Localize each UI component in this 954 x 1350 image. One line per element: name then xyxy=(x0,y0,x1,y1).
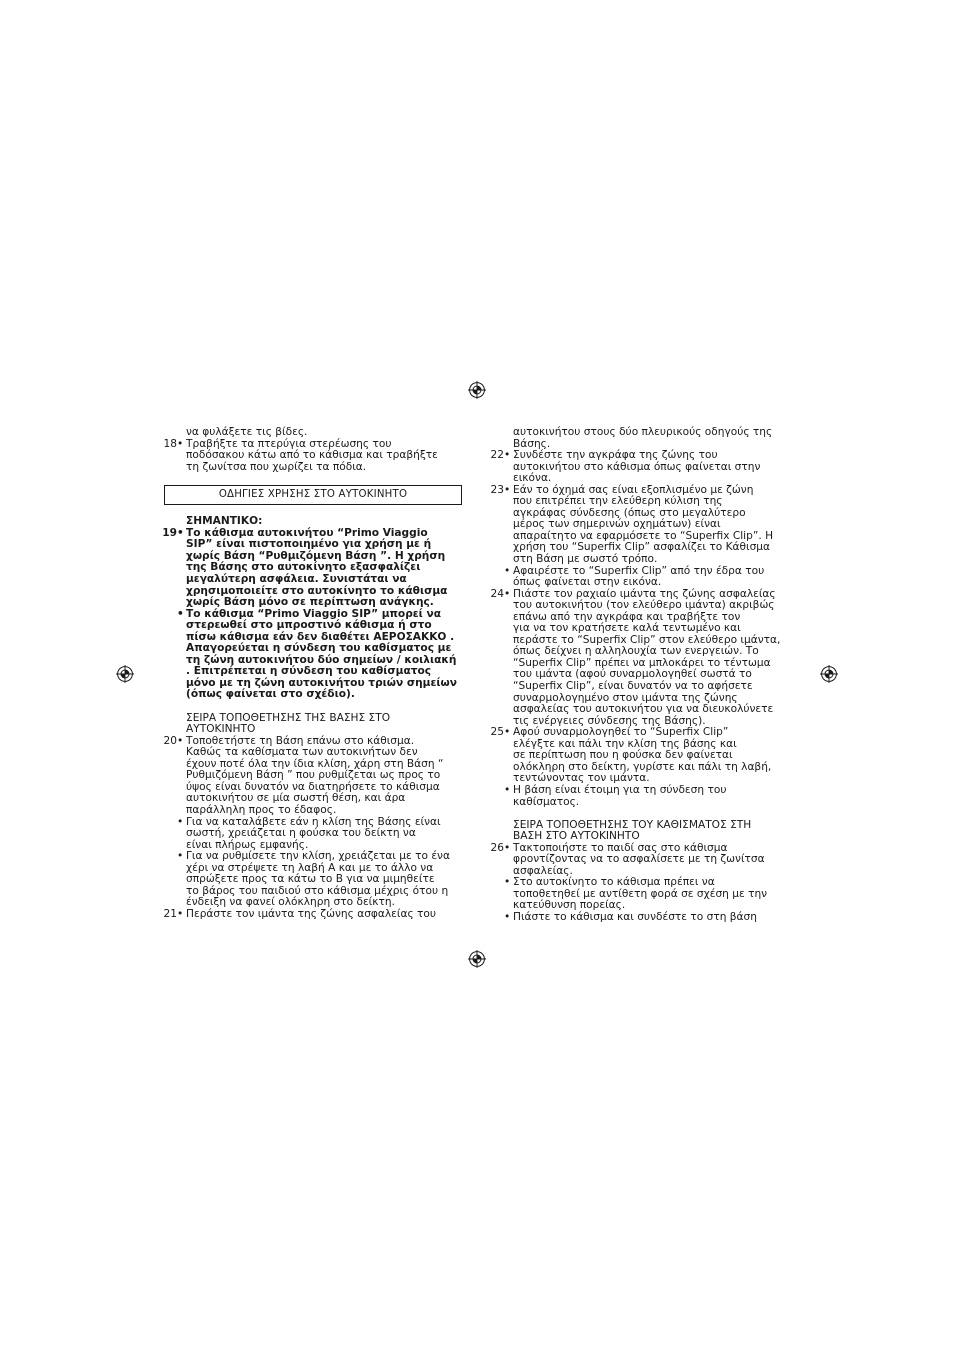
registration-mark-icon xyxy=(468,950,486,968)
line-text: για να τον κρατήσετε καλά τεντωμένο και xyxy=(513,622,741,635)
line-text: να φυλάξετε τις βίδες. xyxy=(186,426,308,438)
line-text: στη Βάση με σωστό τρόπο. xyxy=(513,553,658,566)
step-number: 19 xyxy=(162,526,177,539)
line-text: σπρώξετε προς τα κάτω το Β για να μιμηθείτε xyxy=(186,873,435,886)
line-text: είναι πλήρως εμφανής. xyxy=(186,838,309,851)
line-text: Πιάστε τον ραχιαίο ιμάντα της ζώνης ασφαλείας xyxy=(513,587,776,600)
step-number: 23 xyxy=(490,483,504,496)
line-text: Απαγορεύεται η σύνδεση του καθίσματος με xyxy=(186,642,452,655)
right-column xyxy=(489,427,791,924)
line-text: εικόνα. xyxy=(513,472,552,485)
bullet-icon: • xyxy=(177,850,184,863)
bullet-icon: • xyxy=(504,483,511,496)
line-text: χωρίς Βάση μόνο σε περίπτωση ανάγκης. xyxy=(186,596,434,609)
line-text: Ρυθμιζόμενη Βάση ” που ρυθμίζεται ως προς το xyxy=(186,769,441,782)
bullet-icon: • xyxy=(177,815,184,828)
registration-mark-icon xyxy=(820,665,838,683)
step-number: 26 xyxy=(490,841,504,854)
line-text: περάστε το “Superfix Clip” στον ελεύθερο ιμάντα, xyxy=(513,633,781,646)
line-text: στερεωθεί στο μπροστινό κάθισμα ή στο xyxy=(186,619,432,632)
bullet-icon: • xyxy=(504,876,511,889)
line-text: χωρίς Βάση “Ρυθμιζόμενη Βάση ”. Η χρήση xyxy=(186,549,446,562)
line-text: της Βάσης στο αυτοκίνητο εξασφαλίζει xyxy=(186,561,421,574)
line-text: Εάν το όχημά σας είναι εξοπλισμένο με ζώνη xyxy=(513,483,754,496)
line-text: ΣΕΙΡΑ ΤΟΠΟΘΕΤΗΣΗΣ ΤΗΣ ΒΑΣΗΣ ΣΤΟ xyxy=(186,711,391,724)
section-heading: ΟΔΗΓΙΕΣ ΧΡΗΣΗΣ ΣΤΟ ΑΥΤΟΚΙΝΗΤΟ xyxy=(164,485,462,505)
line-text: πίσω κάθισμα εάν δεν διαθέτει ΑΕΡΟΣΑΚΚΟ . xyxy=(186,630,455,643)
line-text: Για να ρυθμίσετε την κλίση, χρειάζεται με το ένα xyxy=(186,850,450,863)
line-text: ποδόσακου κάτω από το κάθισμα και τραβήξτε xyxy=(186,449,438,462)
line-text: καθίσματος. xyxy=(513,795,580,808)
line-text: χρησιμοποιείτε στο αυτοκίνητο το κάθισμα xyxy=(186,584,448,597)
line-text: ολόκληρη στο δείκτη, γυρίστε και πάλι τη λαβή, xyxy=(513,760,772,773)
line-text: Βάσης. xyxy=(513,437,551,450)
line-text: σωστή, χρειάζεται η φούσκα του δείκτη να xyxy=(186,827,416,840)
line-text: όπως δείχνει η αλληλουχία των ενεργειών. Το xyxy=(513,645,759,658)
line-text: του αυτοκινήτου (τον ελεύθερο ιμάντα) ακριβώς xyxy=(513,599,775,612)
step-number: 18 xyxy=(163,437,177,450)
bullet-icon: • xyxy=(504,564,511,577)
line-text: ΣΕΙΡΑ ΤΟΠΟΘΕΤΗΣΗΣ ΤΟΥ ΚΑΘΙΣΜΑΤΟΣ ΣΤΗ xyxy=(513,818,752,831)
step-number: 25 xyxy=(490,726,504,739)
bullet-icon: • xyxy=(177,734,184,747)
line-text: “Superfix Clip”, είναι δυνατόν να το αφήσετε xyxy=(513,680,753,693)
bullet-icon: • xyxy=(504,587,511,600)
line-text: αγκράφας σύνδεσης (όπως στο μεγαλύτερο xyxy=(513,506,746,519)
bullet-icon: • xyxy=(504,910,511,923)
line-text: Τοποθετήστε τη Βάση επάνω στο κάθισμα. xyxy=(186,734,415,747)
line-text: τεντώνοντας τον ιμάντα. xyxy=(513,772,650,785)
text-line xyxy=(489,797,791,809)
line-text: συναρμολογημένο στον ιμάντα της ζώνης xyxy=(513,691,738,704)
bullet-icon: • xyxy=(504,841,511,854)
registration-mark-icon xyxy=(468,381,486,399)
line-text: μέρος των σημερινών οχημάτων) είναι xyxy=(513,518,721,531)
bullet-icon: • xyxy=(177,526,184,539)
line-text: σε περίπτωση που η φούσκα δεν φαίνεται xyxy=(513,749,733,762)
line-text: Η βάση είναι έτοιμη για τη σύνδεση του xyxy=(513,783,727,796)
line-text: χρήση του “Superfix Clip” ασφαλίζει το Κάθισμα xyxy=(513,541,771,554)
line-text: τη ζώνη αυτοκινήτου δύο σημείων / κοιλιακή xyxy=(186,653,457,666)
line-text: Πιάστε το κάθισμα και συνδέστε το στη βάση xyxy=(513,910,757,923)
line-text: ασφαλείας του αυτοκινήτου για να διευκολύνετε xyxy=(513,703,774,716)
line-text: SIP” είναι πιστοποιημένο για χρήση με ή xyxy=(186,538,432,551)
line-text: απαραίτητο να εφαρμόσετε το “Superfix Clip”. Η xyxy=(513,529,774,542)
paragraph-gap xyxy=(162,473,464,485)
line-text: ΒΑΣΗ ΣΤΟ ΑΥΤΟΚΙΝΗΤΟ xyxy=(513,830,640,843)
line-text: τις ενέργειες σύνδεσης της Βάσης). xyxy=(513,714,706,727)
line-text: τη ζωνίτσα που χωρίζει τα πόδια. xyxy=(186,460,367,473)
line-text: αυτοκινήτου σε μία σωστή θέση, και άρα xyxy=(186,792,406,805)
line-text: Στο αυτοκίνητο το κάθισμα πρέπει να xyxy=(513,876,715,889)
line-text: Καθώς τα καθίσματα των αυτοκινήτων δεν xyxy=(186,746,418,759)
line-text: Τραβήξτε τα πτερύγια στερέωσης του xyxy=(186,437,392,450)
step-number: 21 xyxy=(163,907,177,920)
line-text: “Superfix Clip” πρέπει να μπλοκάρει το τέντωμα xyxy=(513,656,771,669)
line-text: το βάρος του παιδιού στο κάθισμα μέχρις ότου η xyxy=(186,884,449,897)
line-text: Αφού συναρμολογηθεί το “Superfix Clip” xyxy=(513,726,729,739)
line-text: αυτοκινήτου στο κάθισμα όπως φαίνεται στην xyxy=(513,460,761,473)
text-line xyxy=(489,912,791,924)
line-text: Για να καταλάβετε εάν η κλίση της Βάσης είναι xyxy=(186,815,441,828)
line-text: έχουν ποτέ όλα την ίδια κλίση, χάρη στη Βάση “ xyxy=(186,757,444,770)
bullet-icon: • xyxy=(504,449,511,462)
bullet-icon: • xyxy=(177,437,184,450)
bullet-icon: • xyxy=(177,907,184,920)
line-text: ασφαλείας. xyxy=(513,864,573,877)
line-text: ΣΗΜΑΝΤΙΚΟ: xyxy=(186,515,263,528)
line-text: ένδειξη να φανεί ολόκληρη στο δείκτη. xyxy=(186,896,395,909)
line-text: . Επιτρέπεται η σύνδεση του καθίσματος xyxy=(186,665,432,678)
line-text: όπως φαίνεται στην εικόνα. xyxy=(513,576,662,589)
text-line xyxy=(162,689,464,701)
line-text: επάνω από την αγκράφα και τραβήξτε τον xyxy=(513,610,741,623)
line-text: Συνδέστε την αγκράφα της ζώνης του xyxy=(513,449,718,462)
step-number: 24 xyxy=(490,587,504,600)
line-text: ύψος είναι δυνατόν να διατηρήσετε το κάθισμα xyxy=(186,780,440,793)
line-text: που επιτρέπει την ελεύθερη κύλιση της xyxy=(513,495,723,508)
line-text: Το κάθισμα “Primo Viaggio SIP” μπορεί να xyxy=(186,607,441,620)
line-text: μόνο με τη ζώνη αυτοκινήτου τριών σημείων xyxy=(186,676,457,689)
line-text: παράλληλη προς το έδαφος. xyxy=(186,803,337,816)
bullet-icon: • xyxy=(504,726,511,739)
step-number: 22 xyxy=(490,449,504,462)
line-text: τοποθετηθεί με αντίθετη φορά σε σχέση με την xyxy=(513,887,768,900)
line-text: Αφαιρέστε το “Superfix Clip” από την έδρα του xyxy=(513,564,765,577)
line-text: ελέγξτε και πάλι την κλίση της βάσης και xyxy=(513,737,737,750)
line-text: ΑΥΤΟΚΙΝΗΤΟ xyxy=(186,723,256,736)
line-text: χέρι να στρέψετε τη λαβή Α και με το άλλο να xyxy=(186,861,434,874)
text-line xyxy=(162,462,464,474)
line-text: του ιμάντα (αφού συναρμολογηθεί σωστά το xyxy=(513,668,752,681)
line-text: Το κάθισμα αυτοκινήτου “Primo Viaggio xyxy=(186,526,428,539)
text-line xyxy=(162,909,464,921)
line-text: κατεύθυνση πορείας. xyxy=(513,899,626,912)
line-text: (όπως φαίνεται στο σχέδιο). xyxy=(186,688,355,701)
step-number: 20 xyxy=(163,734,177,747)
bullet-icon: • xyxy=(177,607,184,620)
registration-mark-icon xyxy=(116,665,134,683)
line-text: φροντίζοντας να το ασφαλίσετε με τη ζωνίτσα xyxy=(513,853,765,866)
line-text: αυτοκινήτου στους δύο πλευρικούς οδηγούς της xyxy=(513,426,773,438)
line-text: μεγαλύτερη ασφάλεια. Συνιστάται να xyxy=(186,573,407,586)
bullet-icon: • xyxy=(504,783,511,796)
left-column xyxy=(162,427,464,920)
line-text: Περάστε τον ιμάντα της ζώνης ασφαλείας του xyxy=(186,907,437,920)
line-text: Τακτοποιήστε το παιδί σας στο κάθισμα xyxy=(513,841,728,854)
